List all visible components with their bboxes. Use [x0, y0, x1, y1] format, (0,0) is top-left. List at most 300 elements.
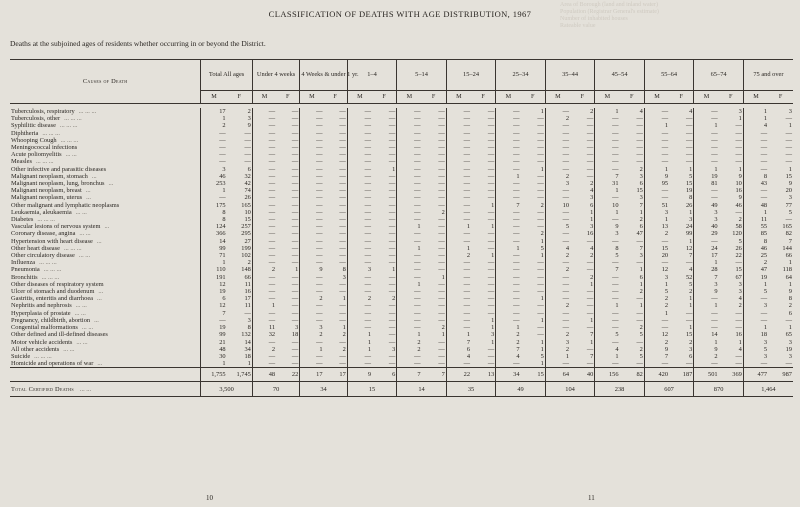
cell-value: — [438, 230, 445, 238]
cell-value: — [397, 202, 422, 209]
table-row [10, 180, 793, 187]
cell-value: — [397, 166, 422, 173]
cell-value: — [636, 136, 643, 144]
cell-value: — [339, 165, 346, 173]
cell-value: — [339, 187, 346, 195]
table-row [10, 230, 793, 237]
cell-value: 4 [689, 266, 693, 274]
cell-value: 10 [595, 202, 620, 209]
cell-value: 8 [743, 238, 768, 245]
cell-value: — [339, 302, 346, 310]
cell-value: — [685, 158, 693, 166]
cell-value: 5 [540, 244, 544, 252]
cell-value: — [388, 259, 396, 267]
cell-value: 3 [295, 324, 299, 332]
cell-value: — [438, 266, 445, 274]
cell-value: 48 [743, 202, 768, 209]
cell-value: 9 [300, 266, 324, 273]
cell-value: — [487, 345, 495, 353]
cell-value: 1 [540, 345, 544, 353]
cell-value: — [694, 108, 719, 115]
cell-value: — [694, 137, 719, 144]
cell-value: 2 [545, 302, 570, 309]
cell-value: — [644, 151, 669, 158]
cell-value: 1 [201, 115, 227, 122]
total-value: 187 [669, 368, 694, 382]
cell-value: — [347, 151, 372, 158]
cell-value: 15 [685, 331, 693, 339]
total-value: 1,755 [201, 368, 227, 382]
certified-value: 34 [300, 382, 347, 397]
cell-value: — [446, 324, 471, 331]
cell-value: 1 [788, 324, 792, 332]
cell-value: — [694, 187, 719, 194]
cell-value: 2 [743, 259, 768, 266]
cell-value: — [291, 309, 299, 317]
header-sex: M [347, 91, 372, 104]
cell-value: — [347, 274, 372, 281]
cause-label [10, 259, 201, 266]
table-row [10, 144, 793, 151]
cell-value: 1 [201, 187, 227, 194]
cell-value: — [446, 130, 471, 137]
cell-value: — [735, 144, 742, 152]
cell-value: — [537, 259, 544, 267]
cell-value: — [397, 194, 422, 201]
cell-value: — [347, 144, 372, 151]
cause-name: Vascular lesions of nervous system [11, 223, 101, 231]
cell-value: — [487, 165, 495, 173]
cell-value: — [586, 115, 594, 123]
cell-value: 2 [392, 295, 396, 303]
cell-value: 17 [201, 108, 227, 115]
certified-value: 238 [595, 382, 645, 397]
cell-value: — [636, 115, 643, 123]
cell-value: 26 [735, 244, 742, 252]
header-sex: F [372, 91, 397, 104]
cell-value: 5 [689, 280, 693, 288]
cell-value: — [496, 252, 521, 259]
cell-value: — [300, 194, 324, 201]
header-sex: M [694, 91, 719, 104]
cell-value: — [537, 216, 544, 224]
header-sex: M [300, 91, 324, 104]
cell-value: — [347, 202, 372, 209]
cell-value: — [300, 252, 324, 259]
cell-value: — [446, 295, 471, 302]
cell-value: 12 [644, 331, 669, 338]
cell-value: — [252, 108, 276, 115]
total-value: 40 [570, 368, 595, 382]
cell-value: — [300, 353, 324, 360]
cell-value: — [300, 230, 324, 237]
cell-value: — [537, 324, 544, 332]
cell-value: 14 [201, 238, 227, 245]
cell-value: — [545, 317, 570, 324]
cell-value: — [644, 137, 669, 144]
cell-value: 3 [595, 230, 620, 237]
cell-value: 12 [685, 244, 693, 252]
cell-value: — [397, 209, 422, 216]
cell-value: 1 [595, 353, 620, 360]
cell-value: — [397, 266, 422, 273]
cell-value: — [496, 216, 521, 223]
cell-value: — [300, 245, 324, 252]
cause-name: Other infective and parasitic diseases [11, 165, 107, 173]
cell-value: 1 [540, 108, 544, 115]
cell-value: 3 [788, 338, 792, 346]
cell-value: — [300, 288, 324, 295]
cell-value: — [496, 310, 521, 317]
cell-value: 18 [291, 331, 299, 339]
total-value: 369 [719, 368, 744, 382]
cell-value: — [300, 317, 324, 324]
cause-name: Influenza [11, 259, 36, 267]
cell-value: 6 [689, 352, 693, 360]
cell-value: — [388, 194, 396, 202]
cell-value: — [446, 194, 471, 201]
totals-label [10, 368, 201, 382]
cell-value: — [735, 208, 742, 216]
cell-value: — [347, 259, 372, 266]
cell-value: — [496, 130, 521, 137]
leader-dots: ... ... [75, 302, 87, 310]
cell-value: — [735, 259, 742, 267]
cell-value: 3 [392, 345, 396, 353]
cause-label [10, 274, 201, 281]
cell-value: — [735, 136, 742, 144]
cell-value: — [388, 136, 396, 144]
cell-value: 118 [782, 266, 792, 274]
cell-value: — [388, 223, 396, 231]
cell-value: — [397, 180, 422, 187]
cell-value: — [735, 309, 742, 317]
cause-name: Diabetes [11, 216, 34, 224]
cell-value: 3 [491, 331, 495, 339]
cell-value: — [545, 166, 570, 173]
cell-value: 2 [342, 345, 346, 353]
cause-name: Hypertension with heart disease [11, 237, 93, 245]
cause-name: Malignant neoplasm, breast [11, 187, 82, 195]
cell-value: — [685, 144, 693, 152]
cell-value: 124 [201, 223, 227, 230]
cell-value: — [438, 302, 445, 310]
cell-value: 51 [644, 202, 669, 209]
cell-value: 1 [397, 223, 422, 230]
cell-value: 9 [738, 172, 742, 180]
cell-value: — [785, 316, 792, 324]
cell-value: — [496, 281, 521, 288]
cell-value: — [300, 187, 324, 194]
cell-value: — [595, 137, 620, 144]
cause-label [10, 252, 201, 259]
cell-value: 3 [694, 216, 719, 223]
cell-value: — [397, 130, 422, 137]
leader-dots: ... ... ... [34, 352, 52, 360]
cell-value: — [446, 266, 471, 273]
cell-value: — [339, 216, 346, 224]
cause-label [10, 238, 201, 245]
table-row [10, 360, 793, 368]
cell-value: — [537, 331, 544, 339]
cell-value: — [487, 295, 495, 303]
cause-label [10, 158, 201, 165]
cause-name: Hyperplasia of prostate [11, 309, 71, 317]
cell-value: — [586, 165, 594, 173]
cell-value: 253 [201, 180, 227, 187]
cell-value: 1 [491, 252, 495, 260]
cell-value: — [339, 338, 346, 346]
cell-value: — [397, 238, 422, 245]
cell-value: 3 [644, 209, 669, 216]
cell-value: — [347, 288, 372, 295]
cell-value: — [252, 122, 276, 129]
cell-value: — [743, 187, 768, 194]
table-row [10, 310, 793, 317]
cell-value: 3 [644, 274, 669, 281]
cell-value: — [347, 108, 372, 115]
cell-value: — [291, 108, 299, 115]
cell-value: 5 [639, 331, 643, 339]
cell-value: — [636, 129, 643, 137]
cell-value: 65 [785, 331, 792, 339]
cell-value: 2 [545, 266, 570, 273]
cell-value: 11 [244, 302, 251, 310]
cell-value: — [595, 151, 620, 158]
cell-value: 1 [788, 122, 792, 130]
cell-value: 20 [644, 252, 669, 259]
cell-value: 1 [441, 273, 445, 281]
cell-value: — [252, 144, 276, 151]
cause-label [10, 151, 201, 158]
cell-value: — [496, 223, 521, 230]
cell-value: — [347, 194, 372, 201]
cell-value: — [300, 137, 324, 144]
cell-value: — [347, 130, 372, 137]
cell-value: 7 [694, 274, 719, 281]
cell-value: — [347, 122, 372, 129]
cell-value: — [291, 302, 299, 310]
cell-value: — [743, 144, 768, 151]
cell-value: 1 [694, 122, 719, 129]
cell-value: — [446, 302, 471, 309]
cell-value: 3 [788, 352, 792, 360]
cell-value: 9 [644, 346, 669, 353]
cell-value: 2 [738, 216, 742, 224]
cell-value: — [487, 288, 495, 296]
cell-value: — [595, 324, 620, 331]
cell-value: — [735, 324, 742, 332]
table-row [10, 274, 793, 281]
cell-value: 1 [491, 324, 495, 332]
cell-value: 29 [694, 230, 719, 237]
cell-value: — [388, 252, 396, 260]
cell-value: — [537, 194, 544, 202]
cell-value: — [694, 295, 719, 302]
cell-value: 2 [201, 122, 227, 129]
table-row [10, 353, 793, 360]
cell-value: — [252, 245, 276, 252]
cell-value: — [487, 230, 495, 238]
cell-value: 1 [743, 209, 768, 216]
cell-value: — [339, 180, 346, 188]
cell-value: — [487, 208, 495, 216]
cell-value: — [743, 137, 768, 144]
cell-value: 2 [639, 165, 643, 173]
cell-value: — [291, 129, 299, 137]
cause-label [10, 245, 201, 252]
cell-value: — [496, 108, 521, 115]
cell-value: — [300, 238, 324, 245]
page-number-left: 10 [206, 494, 213, 502]
cell-value: 1 [540, 316, 544, 324]
leader-dots: ... ... ... [64, 115, 82, 123]
cell-value: — [446, 288, 471, 295]
cell-value: — [743, 310, 768, 317]
cell-value: — [636, 338, 643, 346]
total-value: 34 [496, 368, 521, 382]
cell-value: — [438, 338, 445, 346]
cell-value: — [438, 345, 445, 353]
cell-value: — [397, 144, 422, 151]
cell-value: — [339, 144, 346, 152]
cell-value: — [388, 360, 396, 368]
cell-value: — [545, 230, 570, 237]
cell-value: 1 [694, 166, 719, 173]
cell-value: 4 [738, 345, 742, 353]
cell-value: 95 [644, 180, 669, 187]
cell-value: — [735, 151, 742, 159]
header-sex: M [496, 91, 521, 104]
cell-value: — [685, 115, 693, 123]
header-sex: F [422, 91, 447, 104]
cause-label [10, 266, 201, 273]
cause-name: Malignant neoplasm, uterus [11, 194, 83, 202]
cell-value: — [487, 180, 495, 188]
cell-value: — [339, 172, 346, 180]
leader-dots: ... ... [75, 208, 87, 216]
header-sex: M [743, 91, 768, 104]
cell-value: — [438, 165, 445, 173]
cell-value: — [586, 136, 594, 144]
cell-value: — [244, 158, 251, 166]
cell-value: — [252, 187, 276, 194]
cell-value: — [201, 130, 227, 137]
table-row [10, 288, 793, 295]
table-row [10, 324, 793, 331]
cell-value: 1 [644, 166, 669, 173]
cell-value: — [487, 237, 495, 245]
cell-value: — [339, 352, 346, 360]
cell-value: — [595, 238, 620, 245]
cell-value: 66 [785, 252, 792, 260]
cell-value: 2 [247, 259, 251, 267]
cell-value: — [201, 137, 227, 144]
cell-value: 3 [590, 194, 594, 202]
cell-value: 1 [392, 266, 396, 274]
cause-name: Other diseases of respiratory system [11, 280, 104, 288]
cell-value: 2 [694, 353, 719, 360]
cell-value: — [644, 324, 669, 331]
cause-name: Other defined and ill-defined diseases [11, 331, 108, 339]
cell-value: 3 [590, 223, 594, 231]
header-sex: M [644, 91, 669, 104]
cell-value: 6 [201, 295, 227, 302]
cell-value: — [388, 180, 396, 188]
cell-value: — [397, 288, 422, 295]
page-title: CLASSIFICATION OF DEATHS WITH AGE DISTRIBUTION, 1967 [268, 9, 532, 19]
cell-value: — [252, 310, 276, 317]
leader-dots: ... ... ... [37, 216, 55, 224]
cell-value: 6 [639, 180, 643, 188]
cell-value: — [388, 172, 396, 180]
header-sex: F [227, 91, 253, 104]
cause-label [10, 360, 201, 368]
cell-value: 66 [244, 273, 251, 281]
cause-label [10, 122, 201, 129]
cell-value: — [397, 230, 422, 237]
cell-value: — [438, 201, 445, 209]
cell-value: — [685, 309, 693, 317]
cell-value: — [586, 302, 594, 310]
cell-value: 16 [586, 230, 594, 238]
cell-value: — [300, 166, 324, 173]
cell-value: — [438, 194, 445, 202]
cell-value: 6 [639, 273, 643, 281]
cell-value: 1 [446, 223, 471, 230]
cell-value: — [487, 309, 495, 317]
leader-dots: ... ... ... [63, 244, 82, 252]
cell-value: — [252, 317, 276, 324]
cell-value: — [496, 302, 521, 309]
cell-value: 6 [247, 165, 251, 173]
cell-value: — [438, 129, 445, 137]
cell-value: 5 [738, 237, 742, 245]
cell-value: — [537, 115, 544, 123]
cell-value: — [743, 151, 768, 158]
leader-dots: ... [86, 194, 91, 202]
cell-value: — [586, 266, 594, 274]
cell-value: — [743, 360, 768, 368]
cell-value: — [785, 115, 792, 123]
cell-value: — [388, 122, 396, 130]
cell-value: 18 [743, 331, 768, 338]
total-value: 156 [595, 368, 620, 382]
cell-value: — [545, 151, 570, 158]
cause-name: Ulcer of stomach and duodenum [11, 288, 95, 296]
header-age-group: 35–44 [545, 60, 595, 91]
leader-dots: ... ... ... [59, 122, 78, 130]
cell-value: 7 [644, 353, 669, 360]
cell-value: 11 [252, 324, 276, 331]
cell-value: — [252, 295, 276, 302]
cell-value: 11 [743, 216, 768, 223]
cell-value: — [487, 244, 495, 252]
cause-name: Leukaemia, aleukaemia [11, 208, 72, 216]
cell-value: 71 [201, 252, 227, 259]
cell-value: 82 [785, 230, 792, 238]
cause-name: Congenital malformations [11, 324, 78, 332]
cell-value: — [244, 136, 251, 144]
cell-value: — [785, 158, 792, 166]
header-age-group: 4 Weeks & under 1 yr. [300, 60, 347, 91]
cell-value: — [339, 280, 346, 288]
leader-dots: ... ... ... [41, 273, 60, 281]
cell-value: — [438, 180, 445, 188]
cell-value: — [291, 194, 299, 202]
cause-name: Malignant neoplasm, lung, bronchus [11, 180, 105, 188]
cell-value: — [636, 158, 643, 166]
